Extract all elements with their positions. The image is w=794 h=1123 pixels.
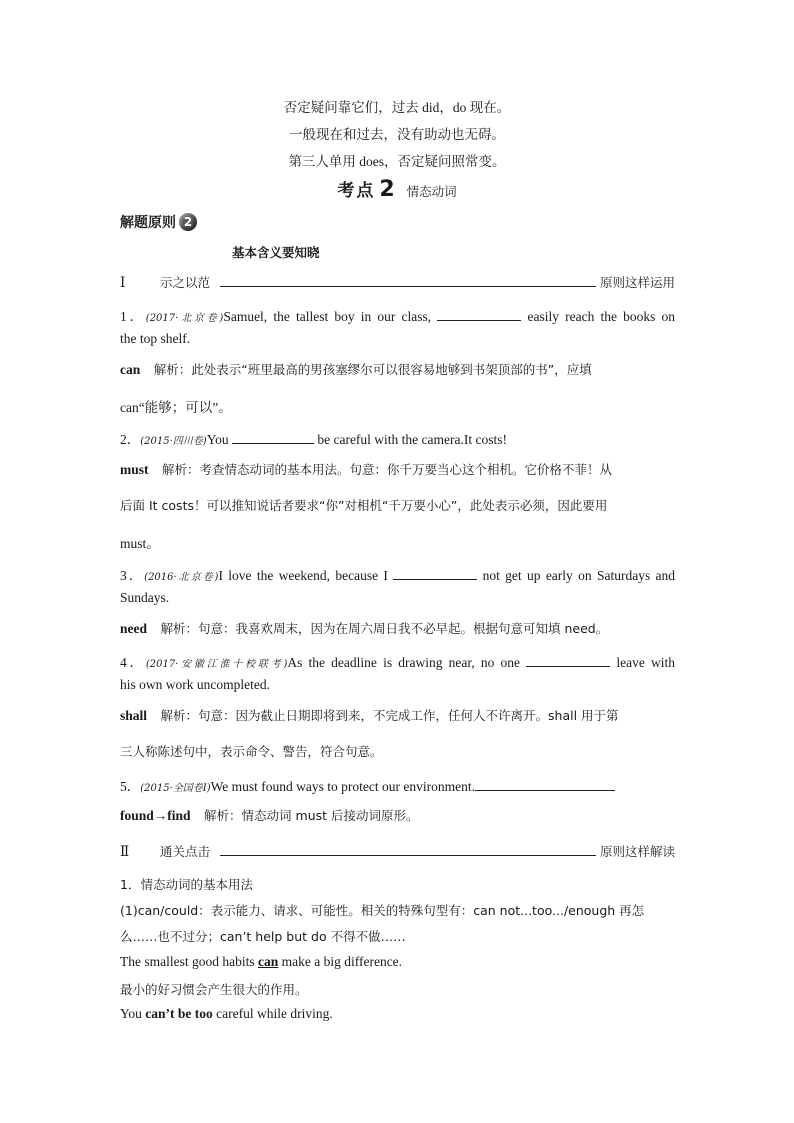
section-2-name: 通关点击: [160, 844, 211, 859]
question-1-cont: the top shelf.: [120, 331, 191, 346]
question-5-answer: found→find 解析：情态动词 must 后接动词原形。: [120, 808, 419, 823]
question-4: 4．(2017·安徽江淮十校联考)As the deadline is drawing near, no one leave with: [120, 655, 676, 670]
kaodian-subtitle: 情态动词: [406, 184, 457, 199]
question-2-blank[interactable]: [232, 431, 314, 444]
usage-example-1: The smallest good habits can make a big difference.: [120, 954, 403, 969]
principle-label: 解题原则: [120, 215, 176, 231]
question-1-explanation-2: can“能够；可以”。: [120, 400, 232, 415]
poem-line-2: 一般现在和过去，没有助动也无碍。: [289, 127, 505, 142]
kaodian-label: 考点: [337, 181, 376, 201]
question-4-explanation-2: 三人称陈述句中，表示命令、警告，符合句意。: [120, 744, 383, 759]
question-1-answer: can 解析：此处表示“班里最高的男孩塞缪尔可以很容易地够到书架顶部的书”，应填: [120, 362, 592, 377]
poem-line-1: 否定疑问靠它们，过去 did，do 现在。: [283, 100, 511, 115]
question-4-blank[interactable]: [526, 654, 610, 667]
question-1-source: (2017·北京卷): [145, 313, 224, 324]
question-4-answer-word: shall: [120, 708, 148, 723]
question-3-source: (2016·北京卷): [144, 572, 219, 583]
section-1-header: [120, 273, 675, 291]
question-3-answer: need 解析：句意：我喜欢周末，因为在周六周日我不必早起。根据句意可知填 need。: [120, 621, 609, 636]
question-3-answer-word: need: [120, 621, 147, 636]
question-3-cont: Sundays.: [120, 590, 170, 605]
principle-heading: [120, 212, 197, 232]
question-3: 3．(2016·北京卷)I love the weekend, because I not get up early on Saturdays and: [120, 568, 676, 583]
question-2: 2．(2015·四川卷)You be careful with the camera.It costs!: [120, 432, 508, 447]
section-1-roman: Ⅰ: [120, 275, 126, 290]
section-2-roman: Ⅱ: [120, 844, 130, 859]
question-2-answer-word: must: [120, 462, 149, 477]
question-2-source: (2015·四川卷): [140, 436, 207, 447]
kaodian-heading: [0, 176, 794, 202]
question-1-answer-word: can: [120, 362, 141, 377]
question-4-cont: his own work uncompleted.: [120, 677, 270, 692]
question-5-answer-word: found→find: [120, 808, 191, 823]
usage-item-1b: 么……也不过分；can’t help but do 不得不做……: [120, 929, 406, 944]
usage-example-2-key: can’t be too: [145, 1006, 213, 1021]
question-2-explanation-3: must。: [120, 536, 160, 551]
question-1-blank[interactable]: [437, 308, 521, 321]
poem-line-3: 第三人单用 does，否定疑问照常变。: [288, 154, 506, 169]
question-1: 1．(2017·北京卷)Samuel, the tallest boy in our class, easily reach the books on: [120, 309, 676, 324]
principle-number-badge: 2: [179, 213, 197, 231]
section-2-rule: [220, 843, 596, 856]
section-2-tail: 原则这样解读: [599, 844, 675, 859]
question-3-blank[interactable]: [393, 567, 477, 580]
section-1-rule: [220, 274, 596, 287]
usage-example-2: You can’t be too careful while driving.: [120, 1006, 333, 1021]
usage-heading: 1．情态动词的基本用法: [120, 877, 253, 892]
question-2-explanation-2: 后面 It costs！可以推知说话者要求“你”对相机“千万要小心”，此处表示必须，因此要用: [120, 498, 608, 513]
principle-subtitle: 基本含义要知晓: [232, 245, 320, 260]
question-4-source: (2017·安徽江淮十校联考): [145, 659, 288, 670]
question-5: 5．(2015·全国卷Ⅰ)We must found ways to protect our environment.: [120, 775, 675, 795]
section-1-name: 示之以范: [160, 275, 211, 290]
usage-example-1-key: can: [257, 954, 279, 969]
usage-example-1-cn: 最小的好习惯会产生很大的作用。: [120, 982, 308, 997]
question-4-answer: shall 解析：句意：因为截止日期即将到来，不完成工作，任何人不许离开。shall 用于第: [120, 708, 619, 723]
section-2-header: [120, 842, 675, 860]
kaodian-number: 2: [379, 177, 395, 202]
usage-item-1a: (1)can/could：表示能力、请求、可能性。相关的特殊句型有：can not...too.../enough 再怎: [120, 903, 645, 918]
question-5-blank[interactable]: [475, 778, 615, 791]
section-1-tail: 原则这样运用: [599, 275, 675, 290]
question-2-answer: must 解析：考查情态动词的基本用法。句意：你千万要当心这个相机。它价格不菲！从: [120, 462, 613, 477]
question-5-source: (2015·全国卷Ⅰ): [140, 783, 211, 794]
